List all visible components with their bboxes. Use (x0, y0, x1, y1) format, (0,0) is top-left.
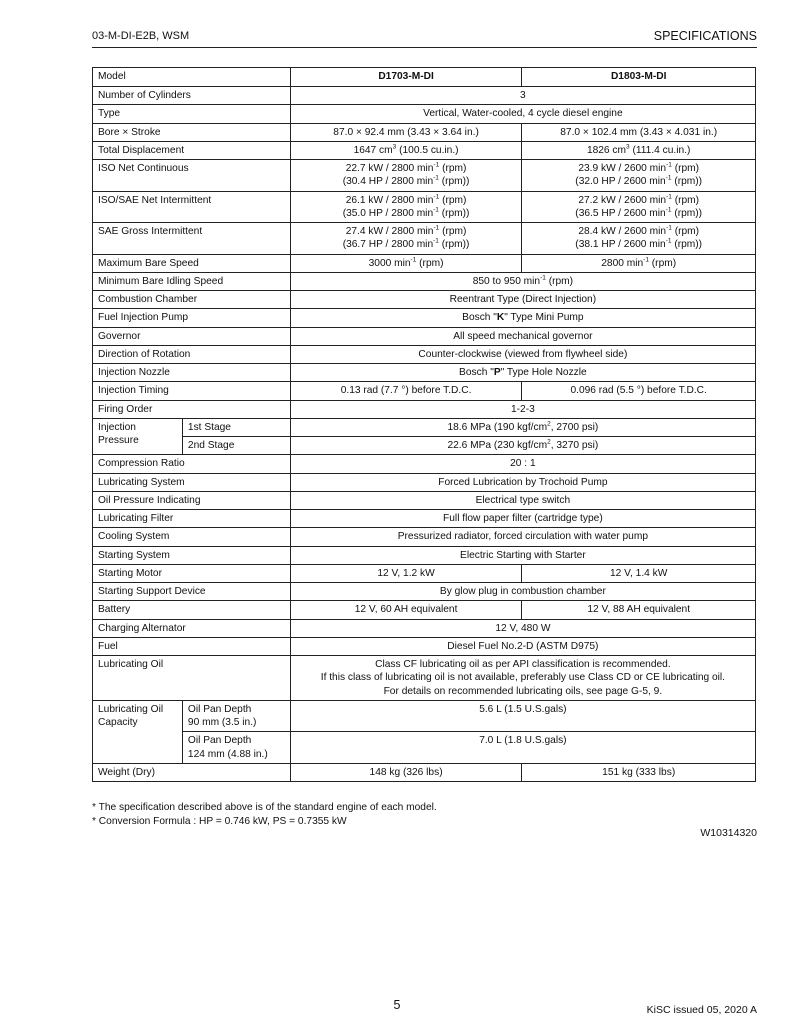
row-label: Direction of Rotation (93, 345, 291, 363)
row-value: 0.096 rad (5.5 °) before T.D.C. (522, 382, 756, 400)
value-text: 850 to 950 min (472, 275, 541, 287)
value-text: 1826 cm (586, 144, 627, 156)
value-text: " Type Mini Pump (504, 312, 584, 324)
table-row (93, 763, 756, 781)
row-label: Governor (93, 327, 291, 345)
sub-label (182, 732, 290, 764)
row-label: SAE Gross Intermittent (93, 223, 291, 255)
row-value (290, 272, 755, 290)
row-value: 148 kg (326 lbs) (290, 763, 522, 781)
value-text: 23.9 kW / 2600 min (578, 163, 667, 174)
value-text: 1647 cm (353, 144, 393, 156)
value-text: 27.2 kW / 2600 min (578, 194, 667, 206)
row-label: Fuel (93, 637, 291, 655)
row-value: 87.0 × 92.4 mm (3.43 × 3.64 in.) (290, 123, 522, 141)
value-text: P (493, 367, 501, 378)
row-value: 12 V, 88 AH equivalent (522, 601, 756, 619)
table-row (93, 619, 756, 637)
value-text: (111.4 cu.in.) (629, 144, 691, 156)
row-label: Cooling System (93, 528, 291, 546)
row-value: 3 (290, 87, 755, 105)
row-value: Electrical type switch (290, 491, 755, 509)
row-value: 5.6 L (1.5 U.S.gals) (290, 700, 755, 732)
label-text: Injection (98, 421, 136, 433)
issue-note: KiSC issued 05, 2020 A (646, 1004, 757, 1016)
table-row (93, 546, 756, 564)
value-text: (rpm)) (671, 239, 703, 251)
row-value (522, 254, 756, 272)
row-value: Pressurized radiator, forced circulation with water pump (290, 528, 755, 546)
row-label: Number of Cylinders (93, 87, 291, 105)
value-text: (35.0 HP / 2800 min (342, 207, 434, 219)
superscript: -1 (433, 193, 440, 201)
row-value (290, 309, 755, 327)
value-text: 18.6 MPa (190 kgf/cm (447, 421, 548, 433)
table-row (93, 327, 756, 345)
value-text: (rpm)) (671, 176, 703, 188)
document-code-header: 03-M-DI-E2B, WSM (92, 30, 190, 42)
value-text: (rpm) (416, 257, 444, 269)
row-label: Injection Timing (93, 382, 291, 400)
row-value (522, 141, 756, 159)
row-value: Diesel Fuel No.2-D (ASTM D975) (290, 637, 755, 655)
superscript: 2 (547, 438, 551, 446)
value-text: (rpm) (439, 163, 467, 174)
table-row (93, 105, 756, 123)
label-text: 90 mm (3.5 in.) (187, 717, 257, 728)
superscript: -1 (665, 174, 672, 182)
row-label: Lubricating Filter (93, 510, 291, 528)
row-value: Full flow paper filter (cartridge type) (290, 510, 755, 528)
row-value: 12 V, 60 AH equivalent (290, 601, 522, 619)
row-value (522, 160, 756, 192)
value-text: (rpm) (671, 226, 700, 237)
table-row (93, 418, 756, 436)
value-text: (rpm) (439, 194, 467, 206)
superscript: 2 (547, 420, 551, 428)
table-row (93, 700, 756, 732)
value-text: (36.7 HP / 2800 min (342, 239, 434, 251)
row-label: Charging Alternator (93, 619, 291, 637)
row-value (290, 418, 755, 436)
value-text: (rpm)) (671, 207, 703, 219)
superscript: -1 (665, 206, 672, 214)
row-label: Starting Support Device (93, 583, 291, 601)
value-text: Bosch " (462, 312, 497, 324)
row-label: Combustion Chamber (93, 291, 291, 309)
table-row (93, 732, 756, 764)
value-text: (rpm)) (438, 176, 470, 188)
header-rule (92, 47, 757, 48)
label-text: 124 mm (4.88 in.) (187, 748, 268, 760)
row-value (290, 254, 522, 272)
value-text: 22.7 kW / 2800 min (345, 163, 434, 174)
label-text: Capacity (98, 717, 138, 728)
label-text: Oil Pan Depth (187, 735, 252, 747)
table-row (93, 254, 756, 272)
table-row (93, 223, 756, 255)
label-text: Oil Pan Depth (187, 703, 252, 715)
value-text: Bosch " (459, 367, 494, 378)
value-text: 3000 min (368, 257, 411, 269)
value-text: , 2700 psi) (550, 421, 599, 433)
superscript: -1 (410, 256, 417, 264)
value-text: K (496, 312, 505, 324)
value-text: (rpm) (671, 194, 700, 206)
value-text: 28.4 kW / 2600 min (578, 226, 667, 237)
model-column-header: D1803-M-DI (522, 68, 756, 87)
sub-label: 2nd Stage (182, 437, 290, 455)
row-value: Vertical, Water-cooled, 4 cycle diesel engine (290, 105, 755, 123)
row-label: Maximum Bare Speed (93, 254, 291, 272)
value-text: (rpm) (671, 163, 700, 174)
table-row (93, 382, 756, 400)
row-label: Injection Nozzle (93, 364, 291, 382)
table-row (93, 564, 756, 582)
row-value: Electric Starting with Starter (290, 546, 755, 564)
row-label (93, 700, 183, 763)
table-row (93, 191, 756, 223)
value-text: (rpm) (545, 275, 574, 287)
table-row (93, 291, 756, 309)
row-value: Reentrant Type (Direct Injection) (290, 291, 755, 309)
value-text: 2800 min (601, 257, 644, 269)
table-row (93, 437, 756, 455)
row-label: Weight (Dry) (93, 763, 291, 781)
value-text: 27.4 kW / 2800 min (345, 226, 434, 237)
row-value: All speed mechanical governor (290, 327, 755, 345)
table-row (93, 473, 756, 491)
row-label (93, 418, 183, 455)
superscript: -1 (666, 161, 672, 169)
sub-label (182, 700, 290, 732)
value-text: For details on recommended lubricating oils, see page G-5, 9. (383, 685, 663, 697)
row-label: Battery (93, 601, 291, 619)
row-value (522, 223, 756, 255)
row-label: Lubricating System (93, 473, 291, 491)
row-value (290, 160, 522, 192)
superscript: -1 (433, 174, 439, 182)
superscript: -1 (666, 224, 672, 232)
value-text: If this class of lubricating oil is not available, preferably use Class CD or CE lubricating oil. (320, 672, 726, 684)
model-column-header: D1703-M-DI (290, 68, 522, 87)
table-row (93, 528, 756, 546)
row-value (290, 437, 755, 455)
superscript: 3 (392, 143, 397, 151)
label-text: Pressure (98, 435, 139, 446)
row-value: 12 V, 480 W (290, 619, 755, 637)
table-row (93, 160, 756, 192)
table-row (93, 455, 756, 473)
footnote: * The specification described above is of the standard engine of each model. (92, 802, 437, 813)
value-text: (100.5 cu.in.) (396, 144, 459, 156)
superscript: -1 (540, 274, 546, 282)
row-label: Oil Pressure Indicating (93, 491, 291, 509)
row-value: 12 V, 1.4 kW (522, 564, 756, 582)
label-text: Lubricating Oil (98, 703, 164, 715)
table-row (93, 364, 756, 382)
footnote: * Conversion Formula : HP = 0.746 kW, PS = 0.7355 kW (92, 816, 347, 827)
row-label: Compression Ratio (93, 455, 291, 473)
row-value: Counter-clockwise (viewed from flywheel side) (290, 345, 755, 363)
value-text: (32.0 HP / 2600 min (575, 176, 666, 188)
row-label: Starting Motor (93, 564, 291, 582)
row-value (290, 223, 522, 255)
superscript: -1 (643, 256, 649, 264)
row-label: Firing Order (93, 400, 291, 418)
table-row (93, 123, 756, 141)
specifications-table (92, 67, 756, 782)
value-text: 22.6 MPa (230 kgf/cm (447, 440, 548, 451)
table-row (93, 637, 756, 655)
row-value (290, 191, 522, 223)
value-text: " Type Hole Nozzle (500, 367, 587, 378)
table-row (93, 400, 756, 418)
value-text: (38.1 HP / 2600 min (575, 239, 666, 251)
row-value: 151 kg (333 lbs) (522, 763, 756, 781)
value-text: (rpm)) (438, 239, 470, 251)
row-value (290, 656, 755, 701)
row-label: Starting System (93, 546, 291, 564)
table-row (93, 510, 756, 528)
table-row (93, 583, 756, 601)
value-text: 26.1 kW / 2800 min (345, 194, 434, 206)
table-row-model (93, 68, 756, 87)
table-row (93, 272, 756, 290)
section-title: SPECIFICATIONS (653, 29, 757, 43)
document-reference-code: W10314320 (700, 827, 757, 839)
table-row (93, 601, 756, 619)
row-label: ISO/SAE Net Intermittent (93, 191, 291, 223)
row-value: 87.0 × 102.4 mm (3.43 × 4.031 in.) (522, 123, 756, 141)
row-label: Model (93, 68, 291, 87)
page-number: 5 (393, 998, 401, 1012)
value-text: , 3270 psi) (550, 440, 599, 451)
row-label: Type (93, 105, 291, 123)
table-row (93, 656, 756, 701)
row-label: Fuel Injection Pump (93, 309, 291, 327)
sub-label: 1st Stage (182, 418, 290, 436)
row-value (290, 141, 522, 159)
row-value: 1-2-3 (290, 400, 755, 418)
row-label: Total Displacement (93, 141, 291, 159)
value-text: (36.5 HP / 2600 min (575, 207, 666, 219)
row-label: Lubricating Oil (93, 656, 291, 701)
table-row (93, 491, 756, 509)
row-label: Minimum Bare Idling Speed (93, 272, 291, 290)
superscript: 3 (626, 143, 630, 151)
row-value: 7.0 L (1.8 U.S.gals) (290, 732, 755, 764)
row-label: Bore × Stroke (93, 123, 291, 141)
row-value: 12 V, 1.2 kW (290, 564, 522, 582)
table-row (93, 309, 756, 327)
value-text: (rpm) (439, 226, 467, 237)
row-value: Forced Lubrication by Trochoid Pump (290, 473, 755, 491)
value-text: Class CF lubricating oil as per API classification is recommended. (375, 659, 671, 670)
row-value (522, 191, 756, 223)
table-row (93, 345, 756, 363)
row-value (290, 364, 755, 382)
superscript: -1 (433, 161, 440, 169)
superscript: -1 (433, 237, 439, 245)
row-value: 0.13 rad (7.7 °) before T.D.C. (290, 382, 522, 400)
superscript: -1 (666, 193, 672, 201)
row-label: ISO Net Continuous (93, 160, 291, 192)
superscript: -1 (665, 237, 672, 245)
table-row (93, 141, 756, 159)
value-text: (rpm) (648, 257, 677, 269)
row-value: By glow plug in combustion chamber (290, 583, 755, 601)
table-row (93, 87, 756, 105)
superscript: -1 (433, 224, 440, 232)
superscript: -1 (433, 206, 439, 214)
footnotes (92, 801, 437, 829)
row-value: 20 : 1 (290, 455, 755, 473)
value-text: (30.4 HP / 2800 min (342, 176, 434, 188)
value-text: (rpm)) (438, 207, 470, 219)
